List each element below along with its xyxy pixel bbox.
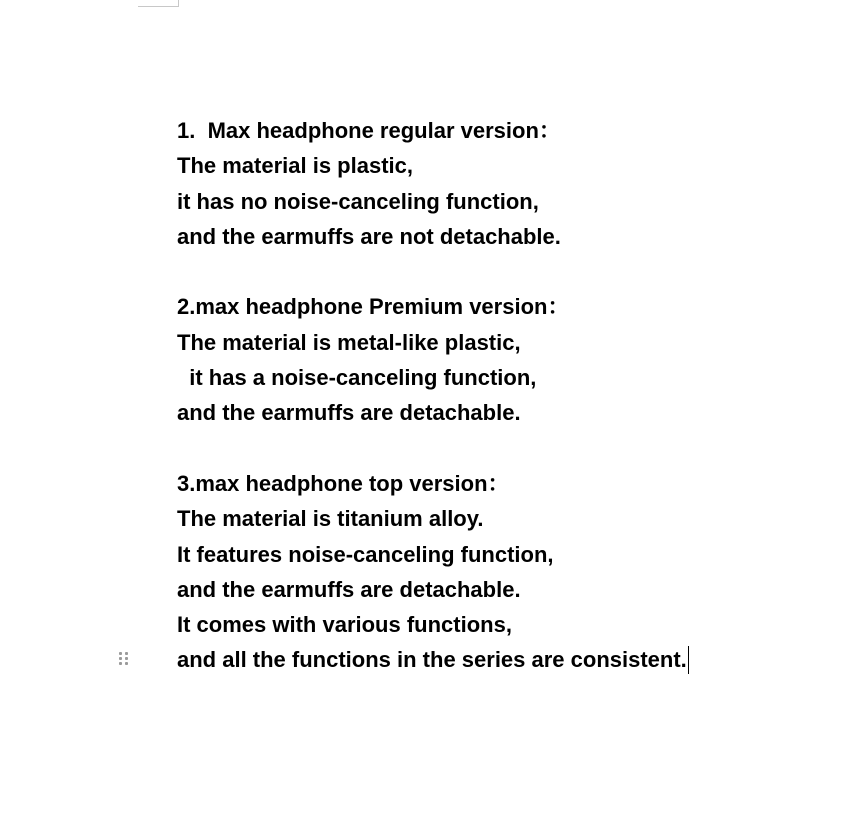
text-cursor	[688, 646, 689, 674]
section-3-line-5	[177, 642, 817, 677]
section-2-title: 2.max headphone Premium version：	[177, 294, 570, 320]
section-3-line-4: It comes with various functions,	[177, 612, 512, 638]
section-1-line-2: it has no noise-canceling function,	[177, 188, 539, 214]
section-3-title: 3.max headphone top version：	[177, 470, 510, 496]
section-2-line-3: and the earmuffs are detachable.	[177, 400, 521, 426]
section-3-line-1: The material is titanium alloy.	[177, 506, 484, 532]
section-3-line-5-text: and all the functions in the series are consistent.	[177, 647, 687, 673]
page-corner-marker	[138, 0, 179, 7]
section-3-line-2: It features noise-canceling function,	[177, 541, 554, 567]
section-3-line-3: and the earmuffs are detachable.	[177, 576, 521, 602]
drag-handle-icon[interactable]	[119, 652, 131, 668]
section-1-title: 1. Max headphone regular version：	[177, 118, 561, 143]
section-2-line-2: it has a noise-canceling function,	[177, 365, 537, 391]
blank-paragraph	[177, 431, 817, 466]
blank-paragraph	[177, 254, 817, 289]
section-1-line-3: and the earmuffs are not detachable.	[177, 223, 561, 249]
section-2-line-1: The material is metal-like plastic,	[177, 329, 521, 355]
document-body[interactable]	[177, 113, 817, 678]
section-1-line-1: The material is plastic,	[177, 153, 413, 179]
